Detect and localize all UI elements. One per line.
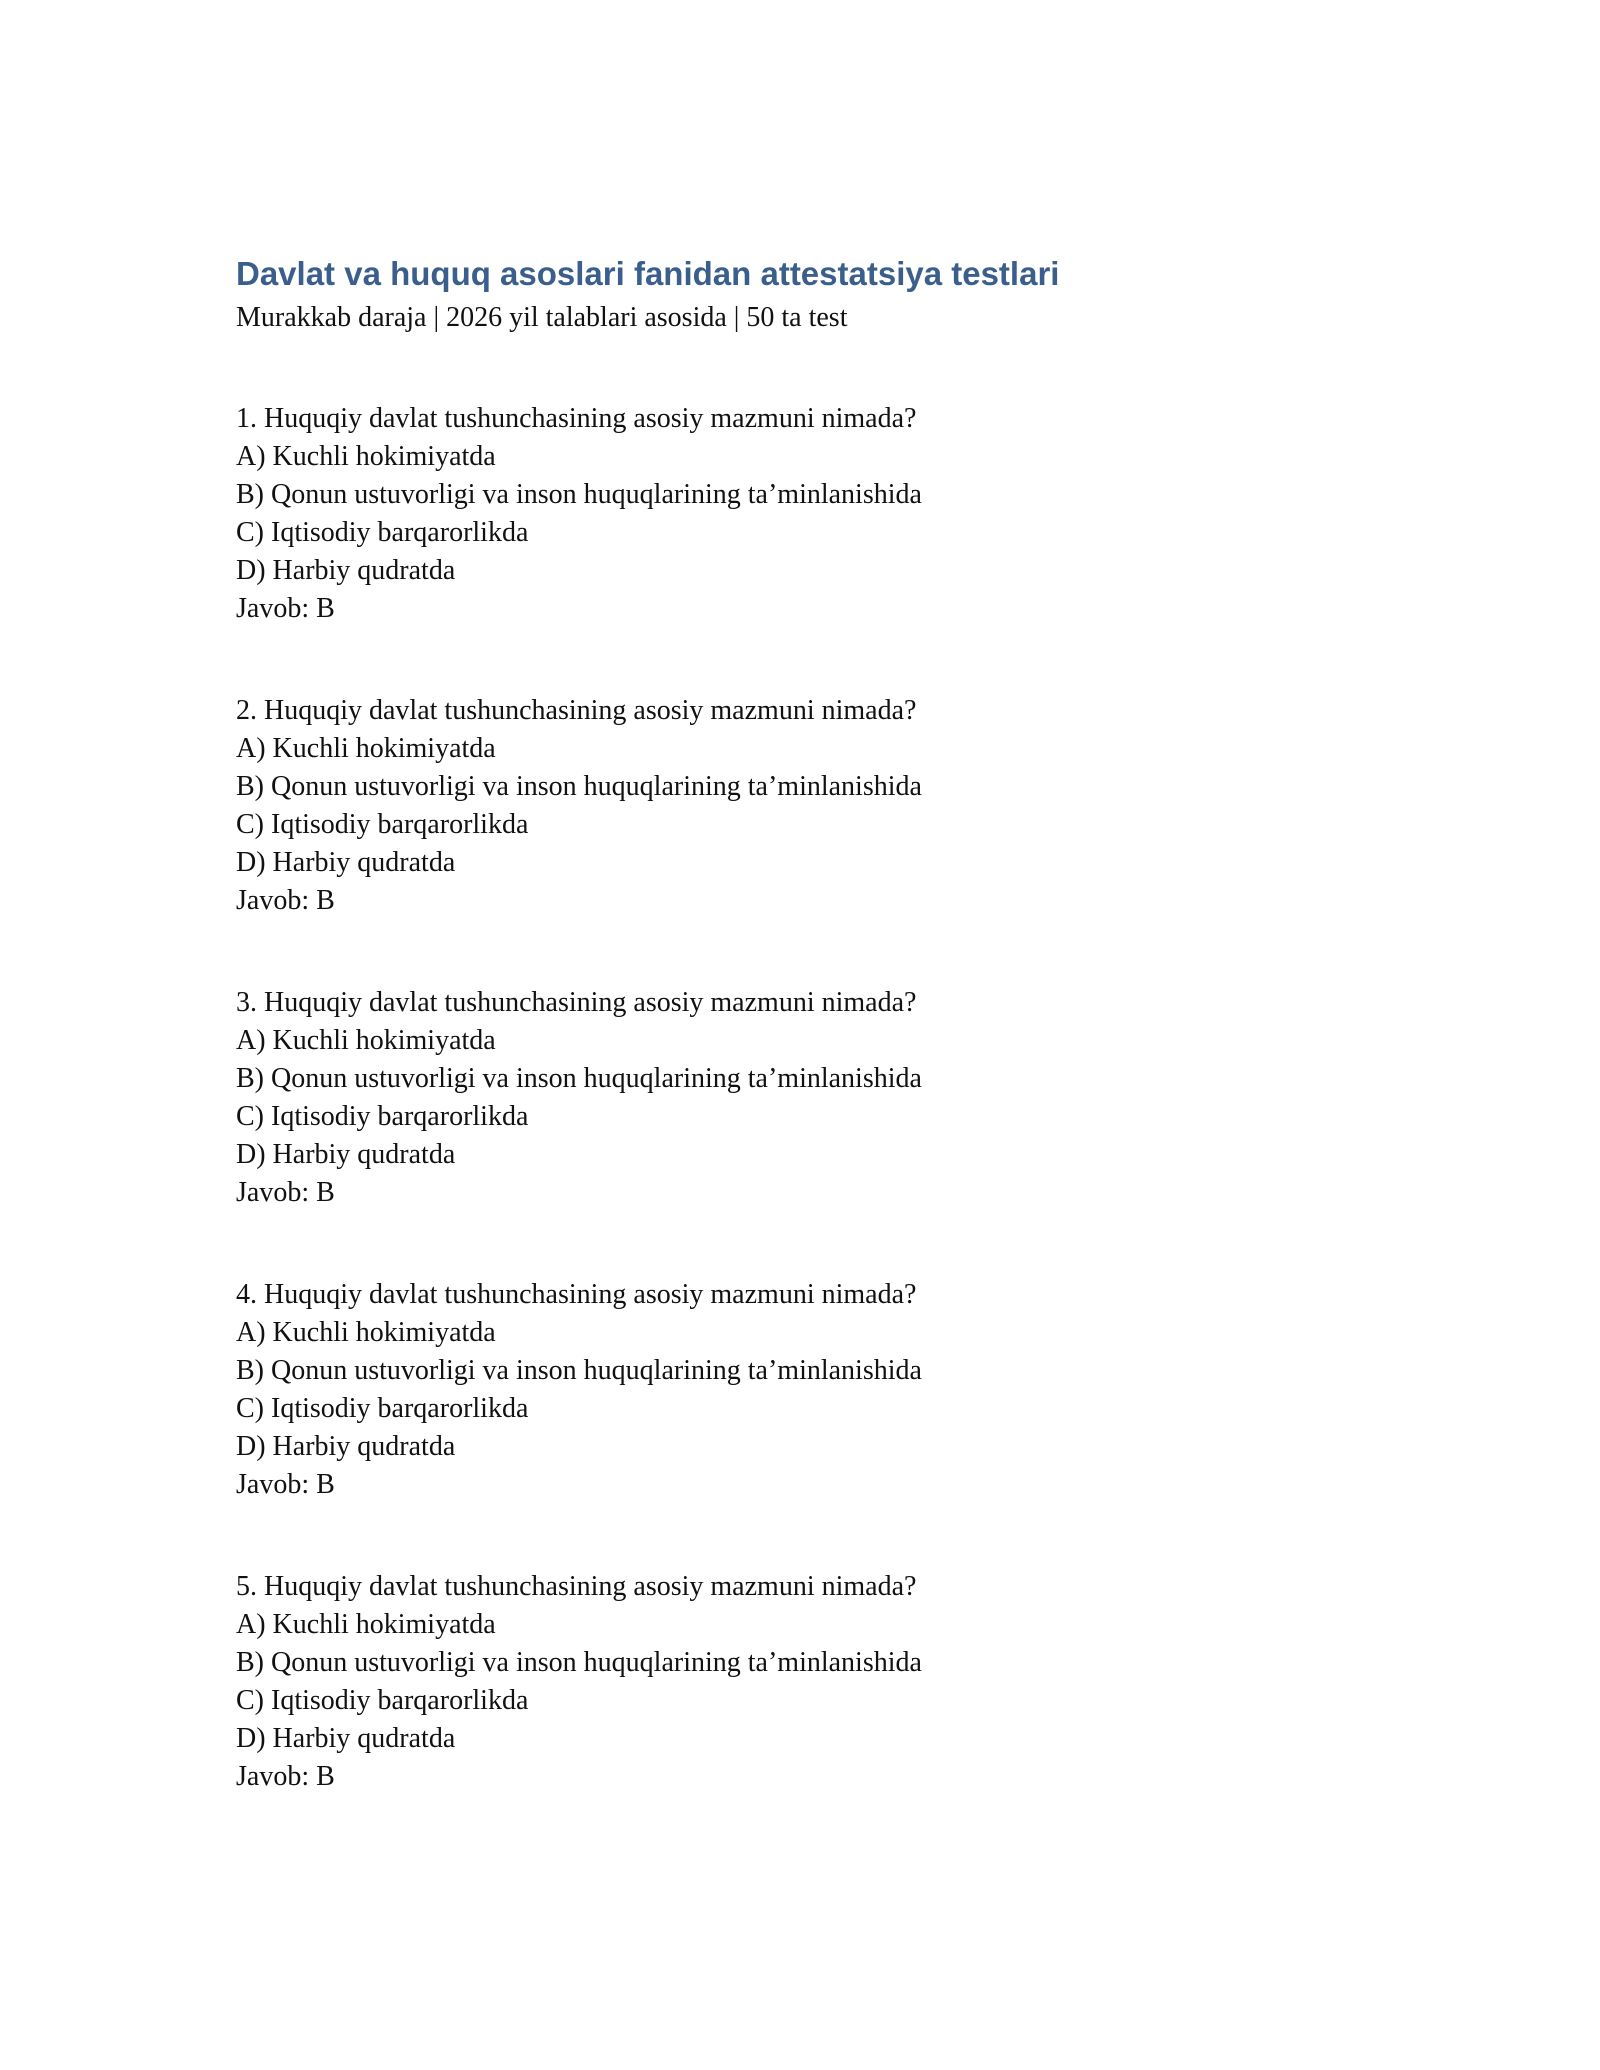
option-c: C) Iqtisodiy barqarorlikda <box>236 1685 529 1716</box>
option-a: A) Kuchli hokimiyatda <box>236 1609 496 1640</box>
question-block-1 <box>236 400 1366 628</box>
option-d: D) Harbiy qudratda <box>236 1139 456 1170</box>
option-c: C) Iqtisodiy barqarorlikda <box>236 1393 529 1424</box>
option-c: C) Iqtisodiy barqarorlikda <box>236 517 529 548</box>
question-block-2 <box>236 692 1366 920</box>
option-c: C) Iqtisodiy barqarorlikda <box>236 1101 529 1132</box>
question-block-3 <box>236 984 1366 1212</box>
option-c: C) Iqtisodiy barqarorlikda <box>236 809 529 840</box>
option-b: B) Qonun ustuvorligi va inson huquqlarining ta’minlanishida <box>236 479 922 510</box>
question-text: 1. Huquqiy davlat tushunchasining asosiy mazmuni nimada? <box>236 403 917 434</box>
option-b: B) Qonun ustuvorligi va inson huquqlarining ta’minlanishida <box>236 1063 922 1094</box>
option-d: D) Harbiy qudratda <box>236 1431 456 1462</box>
question-text: 3. Huquqiy davlat tushunchasining asosiy mazmuni nimada? <box>236 987 917 1018</box>
answer-line: Javob: B <box>236 1469 335 1500</box>
document-subtitle: Murakkab daraja | 2026 yil talablari asosida | 50 ta test <box>236 302 848 333</box>
answer-line: Javob: B <box>236 1761 335 1792</box>
question-text: 2. Huquqiy davlat tushunchasining asosiy mazmuni nimada? <box>236 695 917 726</box>
option-a: A) Kuchli hokimiyatda <box>236 1317 496 1348</box>
question-list <box>236 400 1366 1796</box>
option-a: A) Kuchli hokimiyatda <box>236 733 496 764</box>
question-text: 4. Huquqiy davlat tushunchasining asosiy mazmuni nimada? <box>236 1279 917 1310</box>
option-a: A) Kuchli hokimiyatda <box>236 441 496 472</box>
option-b: B) Qonun ustuvorligi va inson huquqlarining ta’minlanishida <box>236 771 922 802</box>
option-b: B) Qonun ustuvorligi va inson huquqlarining ta’minlanishida <box>236 1647 922 1678</box>
question-block-5 <box>236 1568 1366 1796</box>
document-title: Davlat va huquq asoslari fanidan attestatsiya testlari <box>236 255 1060 292</box>
option-d: D) Harbiy qudratda <box>236 847 456 878</box>
answer-line: Javob: B <box>236 885 335 916</box>
option-d: D) Harbiy qudratda <box>236 555 456 586</box>
answer-line: Javob: B <box>236 1177 335 1208</box>
question-block-4 <box>236 1276 1366 1504</box>
document-body <box>236 252 1366 1860</box>
option-d: D) Harbiy qudratda <box>236 1723 456 1754</box>
answer-line: Javob: B <box>236 593 335 624</box>
option-a: A) Kuchli hokimiyatda <box>236 1025 496 1056</box>
question-text: 5. Huquqiy davlat tushunchasining asosiy mazmuni nimada? <box>236 1571 917 1602</box>
option-b: B) Qonun ustuvorligi va inson huquqlarining ta’minlanishida <box>236 1355 922 1386</box>
